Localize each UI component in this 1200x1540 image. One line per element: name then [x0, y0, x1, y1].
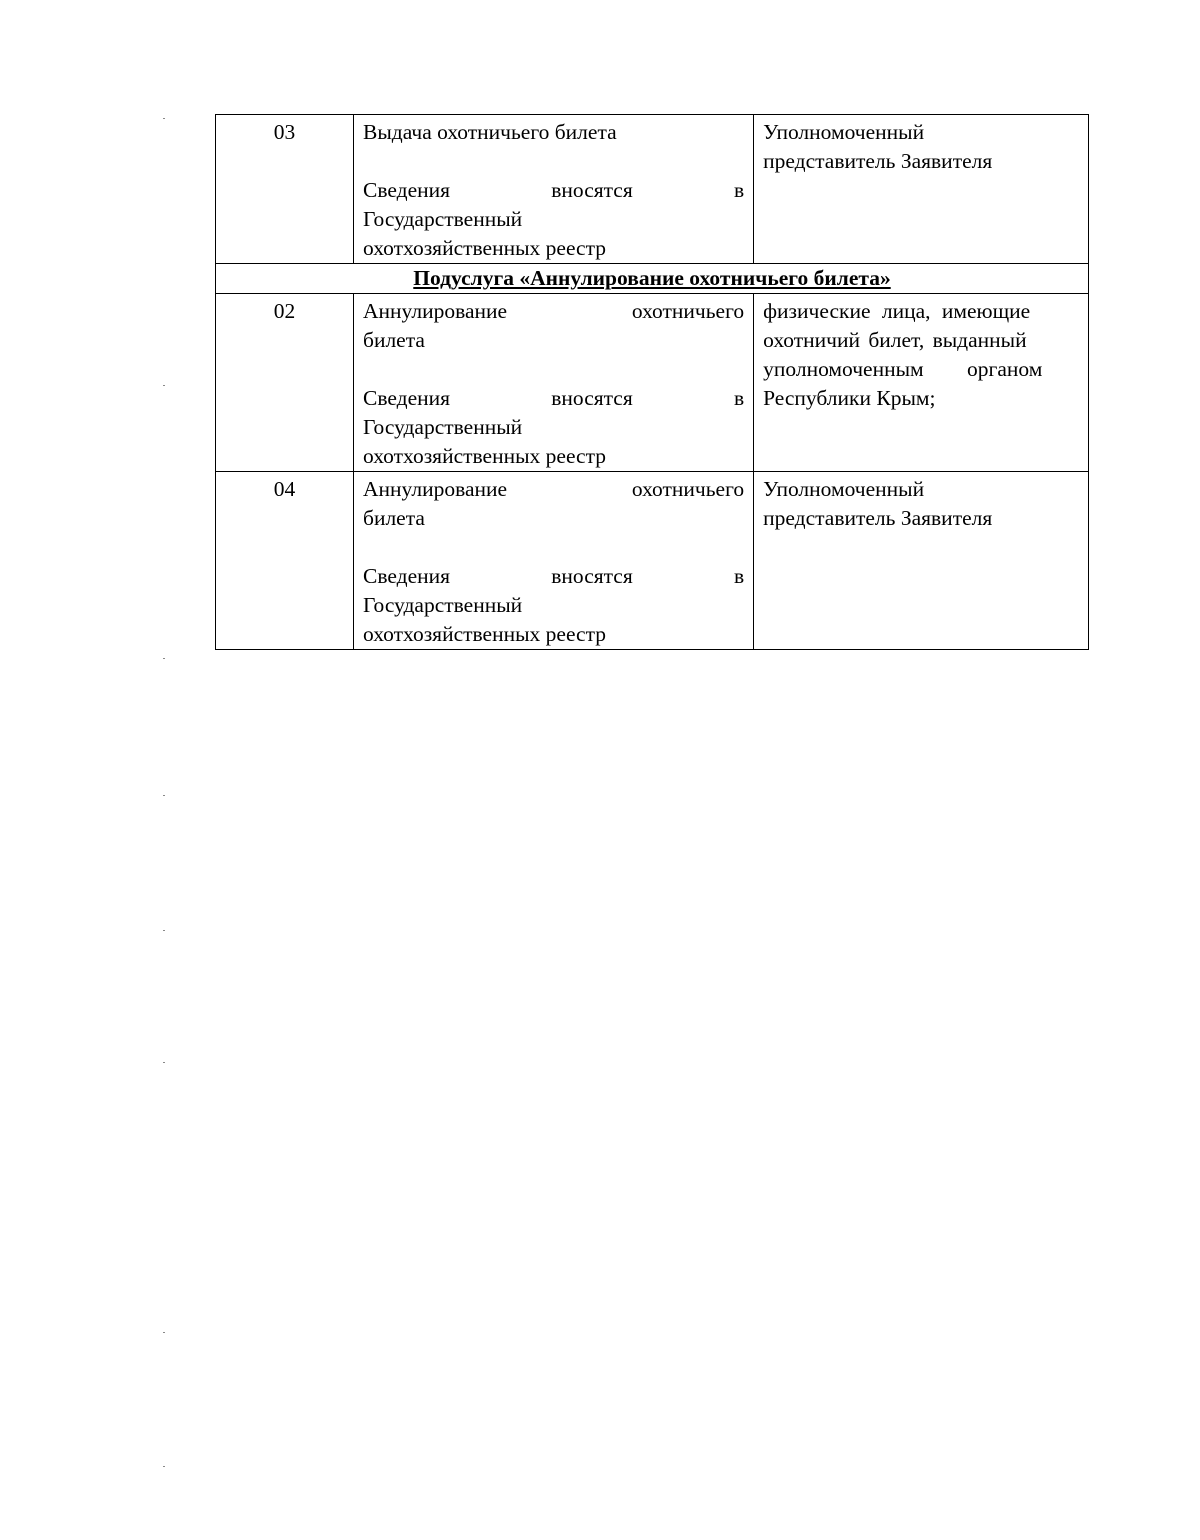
- registry-note-line2: Государственный: [363, 593, 523, 617]
- action-text-line2: билета: [363, 506, 425, 530]
- registry-note-line2: Государственный: [363, 415, 523, 439]
- action-text: Аннулирование охотничьего: [363, 299, 745, 323]
- table-row: [216, 115, 1089, 264]
- applicant-line: Уполномоченный: [763, 120, 925, 144]
- registry-note-line3: охотхозяйственных реестр: [363, 622, 606, 646]
- row-code: 04: [216, 472, 354, 650]
- registry-note: Сведения вносятся в: [363, 564, 745, 588]
- action-text: Выдача охотничьего билета: [363, 120, 617, 144]
- action-text-line2: билета: [363, 328, 425, 352]
- registry-note-line3: охотхозяйственных реестр: [363, 444, 606, 468]
- row-description: [354, 472, 754, 650]
- margin-mark: [163, 658, 165, 659]
- row-description: [354, 294, 754, 472]
- margin-mark: [163, 385, 165, 386]
- applicant-line: Уполномоченный: [763, 477, 925, 501]
- registry-note-line3: охотхозяйственных реестр: [363, 236, 606, 260]
- action-text: Аннулирование охотничьего: [363, 477, 745, 501]
- subservice-title: Подуслуга «Аннулирование охотничьего билета»: [216, 264, 1089, 294]
- row-description: [354, 115, 754, 264]
- registry-note: Сведения вносятся в: [363, 386, 745, 410]
- registry-note: Сведения вносятся в: [363, 178, 745, 202]
- row-code: 02: [216, 294, 354, 472]
- margin-mark: [163, 1332, 165, 1333]
- margin-mark: [163, 795, 165, 796]
- applicant-line: Республики Крым;: [763, 386, 936, 410]
- row-applicant: [754, 472, 1089, 650]
- applicant-line: охотничий билет, выданный: [763, 328, 1027, 352]
- subservice-header-row: [216, 264, 1089, 294]
- margin-mark: [163, 930, 165, 931]
- table-row: [216, 294, 1089, 472]
- applicant-line: представитель Заявителя: [763, 149, 993, 173]
- margin-mark: [163, 1062, 165, 1063]
- row-code: 03: [216, 115, 354, 264]
- applicant-line: уполномоченным органом: [763, 357, 1043, 381]
- applicant-line: представитель Заявителя: [763, 506, 993, 530]
- services-table: [215, 114, 1089, 650]
- table-row: [216, 472, 1089, 650]
- row-applicant: [754, 294, 1089, 472]
- registry-note-line2: Государственный: [363, 207, 523, 231]
- row-applicant: [754, 115, 1089, 264]
- margin-mark: [163, 1466, 165, 1467]
- applicant-line: физические лица, имеющие: [763, 299, 1031, 323]
- margin-mark: [163, 118, 165, 119]
